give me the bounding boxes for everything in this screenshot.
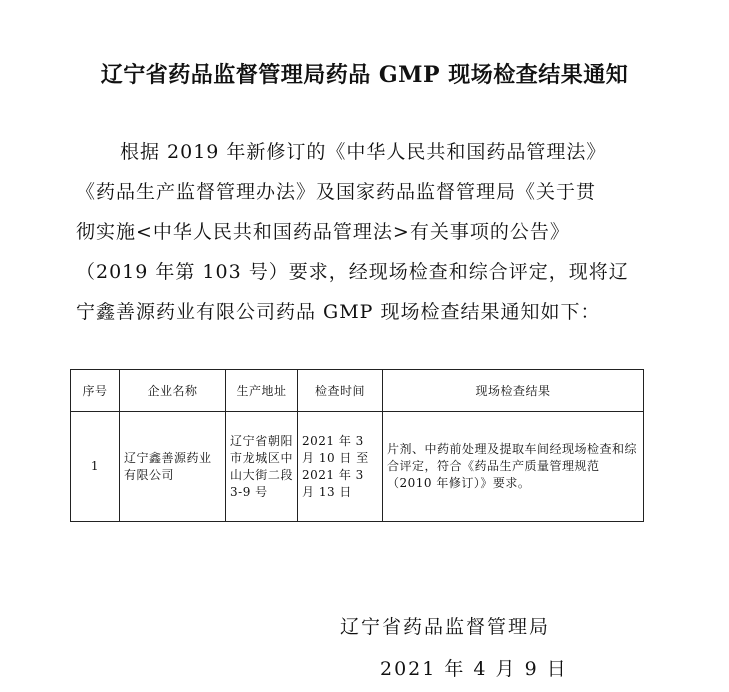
notice-body — [76, 132, 656, 332]
cell-result: 片剂、中药前处理及提取车间经现场检查和综合评定，符合《药品生产质量管理规范（2010 年修订）》要求。 — [383, 412, 644, 522]
body-line-3: 彻实施<中华人民共和国药品管理法>有关事项的公告》 — [76, 221, 570, 243]
body-line-1: 根据 2019 年新修订的《中华人民共和国药品管理法》 — [120, 141, 607, 163]
header-company: 企业名称 — [120, 370, 226, 412]
signature-org: 辽宁省药品监督管理局 — [340, 616, 551, 638]
header-no: 序号 — [71, 370, 120, 412]
table-row — [71, 412, 644, 522]
table-header-row — [71, 370, 644, 412]
document-title: 辽宁省药品监督管理局药品 GMP 现场检查结果通知 — [100, 62, 629, 88]
cell-address: 辽宁省朝阳市龙城区中山大街二段 3-9 号 — [226, 412, 298, 522]
header-time: 检查时间 — [298, 370, 383, 412]
cell-no: 1 — [71, 412, 120, 522]
body-line-5: 宁鑫善源药业有限公司药品 GMP 现场检查结果通知如下： — [76, 301, 601, 323]
body-line-4: （2019 年第 103 号）要求，经现场检查和综合评定，现将辽 — [76, 261, 629, 283]
cell-company: 辽宁鑫善源药业有限公司 — [120, 412, 226, 522]
header-address: 生产地址 — [226, 370, 298, 412]
body-line-2: 《药品生产监督管理办法》及国家药品监督管理局《关于贯 — [76, 181, 597, 203]
inspection-result-table — [70, 369, 644, 522]
cell-time: 2021 年 3 月 10 日 至 2021 年 3 月 13 日 — [298, 412, 383, 522]
signature-date: 2021 年 4 月 9 日 — [380, 658, 568, 680]
header-result: 现场检查结果 — [383, 370, 644, 412]
